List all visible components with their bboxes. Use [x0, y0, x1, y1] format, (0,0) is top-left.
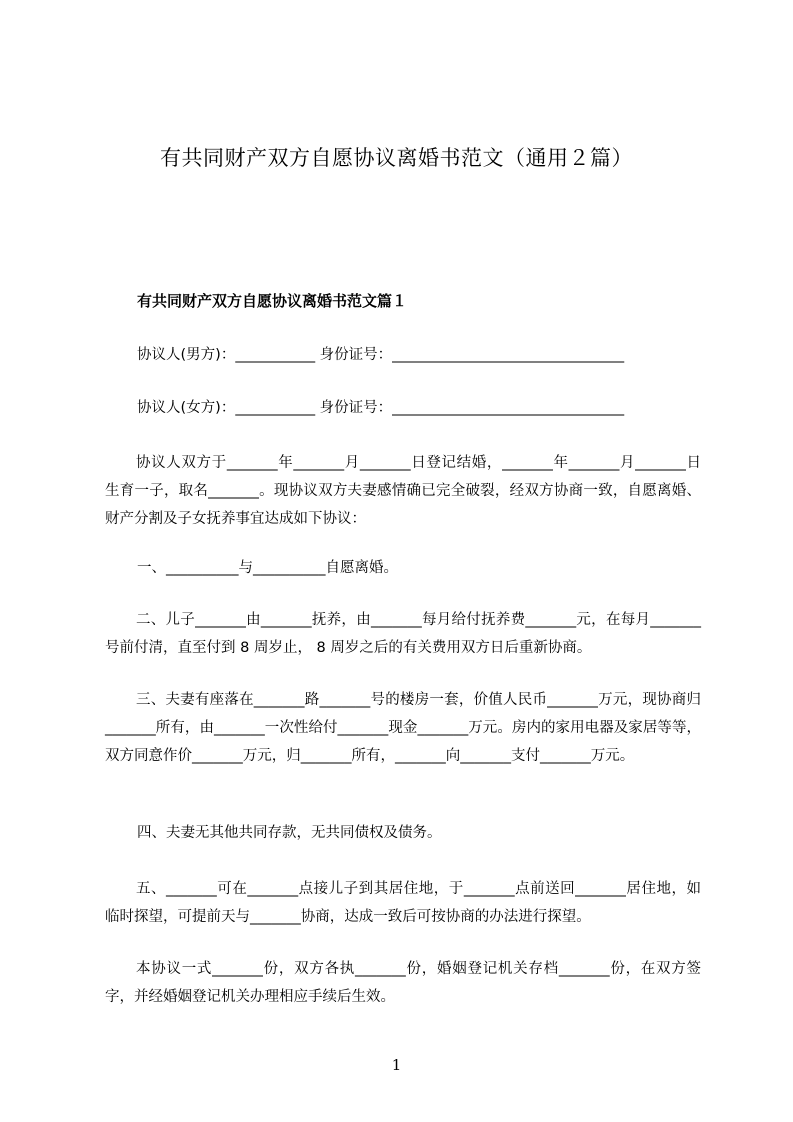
- section-heading: 有共同财产双方自愿协议离婚书范文篇１: [137, 292, 408, 310]
- party-female-line: 协议人(女方)：___________ 身份证号：________________________________: [137, 400, 625, 416]
- page-number: 1: [391, 1056, 402, 1074]
- clause-5: 五、_______可在_______点接儿子到其居住地，于_______点前送回_______居住地，如临时探望，可提前天与_______协商，达成一致后可按协商的办法进行探望。: [105, 881, 701, 925]
- closing-paragraph: 本协议一式_______份，双方各执_______份，婚姻登记机关存档_______份，在双方签字，并经婚姻登记机关办理相应手续后生效。: [105, 961, 701, 1005]
- document-title: 有共同财产双方自愿协议离婚书范文（通用２篇）: [160, 146, 633, 170]
- clause-1: 一、__________与__________自愿离婚。: [137, 560, 398, 576]
- marriage-paragraph: 协议人双方于_______年_______月_______日登记结婚，_______年_______月_______日生育一子，取名_______。现协议双方夫妻感情确已完全破裂，经双方协商一致，自愿离婚、财产分割及子女抚养事宜达成如下协议：: [105, 455, 701, 527]
- clause-3: 三、夫妻有座落在_______路_______号的楼房一套，价值人民币_______万元，现协商归_______所有，由_______一次性给付_______现金_______万元。房内的家用电器及家居等等，双方同意作价_______万元，归_______所有，_______向_______支付_______万元。: [105, 692, 701, 764]
- party-male-line: 协议人(男方)：___________ 身份证号：________________________________: [137, 347, 625, 363]
- clause-4: 四、夫妻无其他共同存款，无共同债权及债务。: [137, 825, 442, 841]
- clause-2: 二、儿子_______由_______抚养，由_______每月给付抚养费_______元，在每月_______号前付清，直至付到 8 周岁止， 8 周岁之后的有关费用双方日后重新协商。: [105, 612, 701, 656]
